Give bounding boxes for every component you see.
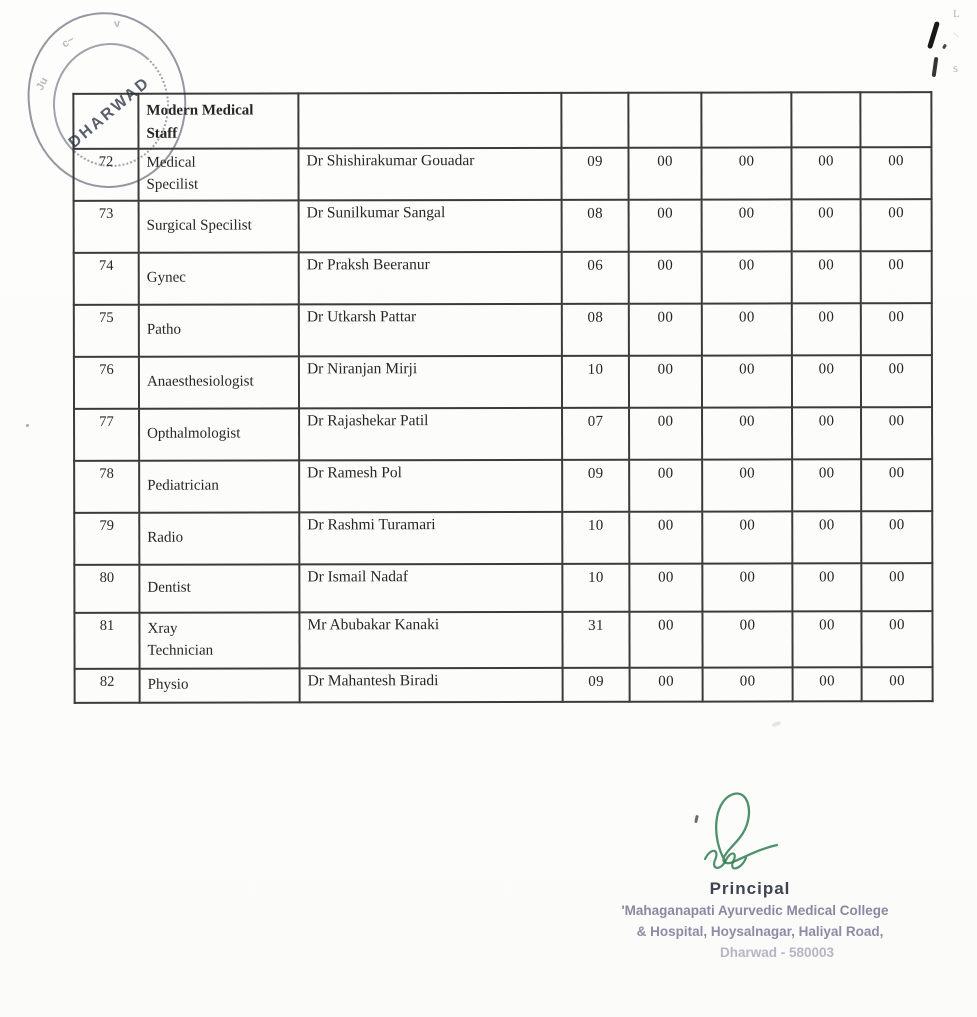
cell-value: 09 [562, 460, 629, 512]
cell-value: 00 [702, 251, 792, 303]
stamp-ring-scribble: Ju [34, 75, 51, 93]
cell-value: 00 [792, 199, 861, 251]
cell-value: 00 [860, 147, 931, 199]
cell-designation: Opthalmologist [139, 408, 299, 460]
cell-designation: Surgical Specilist [139, 200, 299, 252]
table-row [74, 563, 932, 613]
cell-value: 00 [861, 303, 932, 355]
cell-designation: Patho [139, 304, 299, 356]
cell-value: 00 [862, 667, 933, 701]
cell-value: 00 [792, 511, 861, 563]
header-cell-empty [860, 92, 931, 147]
table-row [74, 611, 932, 669]
cell-value: 00 [629, 252, 702, 304]
cell-value: 00 [629, 200, 702, 252]
table-row [74, 407, 932, 461]
cell-name: Mr Abubakar Kanaki [299, 612, 562, 669]
header-cell-staff: Modern Medical Staff [138, 93, 298, 148]
cell-slno: 74 [74, 253, 139, 305]
cell-value: 00 [702, 355, 792, 407]
cell-name: Dr Rashmi Turamari [299, 512, 562, 565]
cell-slno: 80 [74, 565, 139, 613]
table-row [74, 459, 932, 513]
cell-value: 00 [629, 564, 702, 612]
table-row [75, 667, 933, 703]
table-row [74, 251, 932, 305]
cell-value: 00 [630, 668, 703, 702]
cell-name: Dr Praksh Beeranur [299, 252, 562, 305]
cell-value: 00 [702, 611, 792, 667]
cell-value: 00 [861, 251, 932, 303]
medical-staff-table [72, 91, 933, 704]
cell-name: Dr Niranjan Mirji [299, 356, 562, 409]
cell-slno: 76 [74, 357, 139, 409]
cell-designation: Dentist [139, 564, 299, 612]
cell-slno: 81 [74, 613, 139, 669]
principal-title: Principal [709, 879, 791, 898]
cell-value: 08 [562, 304, 629, 356]
cell-value: 10 [562, 564, 629, 612]
cell-name: Dr Mahantesh Biradi [300, 668, 563, 703]
cell-slno: 78 [74, 461, 139, 513]
cell-value: 00 [702, 407, 792, 459]
table-row [73, 147, 931, 201]
cell-name: Dr Ramesh Pol [299, 460, 562, 513]
table-header-row [73, 92, 931, 149]
cell-designation: Xray Technician [139, 612, 299, 668]
cell-value: 00 [861, 563, 932, 611]
cell-value: 07 [562, 408, 629, 460]
cell-value: 09 [563, 668, 630, 702]
cell-name: Dr Utkarsh Pattar [299, 304, 562, 357]
cell-value: 00 [792, 355, 861, 407]
cell-value: 00 [629, 512, 702, 564]
cell-value: 00 [628, 148, 701, 200]
table-row [74, 355, 932, 409]
cell-designation: Anaesthesiologist [139, 356, 299, 408]
cell-value: 00 [791, 147, 860, 199]
cell-designation: Pediatrician [139, 460, 299, 512]
stamp-ring-scribble: v [113, 17, 121, 31]
cell-value: 00 [701, 147, 791, 199]
faint-pen-scribble: s [953, 60, 959, 75]
scan-speck [772, 721, 782, 728]
cell-value: 00 [861, 355, 932, 407]
principal-signature [693, 789, 793, 881]
cell-designation: Radio [139, 512, 299, 564]
table-row [74, 303, 932, 357]
cell-name: Dr Ismail Nadaf [299, 564, 562, 613]
cell-slno: 73 [74, 201, 139, 253]
cell-value: 00 [792, 563, 861, 611]
cell-name: Dr Rajashekar Patil [299, 408, 562, 461]
cell-value: 00 [629, 304, 702, 356]
cell-value: 00 [702, 199, 792, 251]
cell-value: 00 [629, 408, 702, 460]
cell-value: 00 [702, 563, 792, 611]
scan-speck [26, 424, 29, 427]
college-stamp-line1: 'Mahaganapati Ayurvedic Medical College [621, 903, 889, 918]
cell-value: 00 [793, 667, 862, 701]
cell-designation: Medical Specilist [138, 148, 298, 200]
cell-slno: 77 [74, 409, 139, 461]
college-stamp-line3: Dharwad - 580003 [719, 945, 835, 960]
table-row [74, 511, 932, 565]
signature-ink [693, 789, 793, 881]
cell-value: 10 [562, 356, 629, 408]
cell-value: 00 [629, 460, 702, 512]
header-cell-empty [791, 92, 860, 147]
cell-value: 00 [861, 511, 932, 563]
stamp-ring-scribble: c~ [59, 33, 77, 51]
faint-pen-scribble: \ [952, 29, 961, 42]
cell-value: 00 [702, 459, 792, 511]
cell-slno: 72 [73, 149, 138, 201]
cell-value: 00 [792, 303, 861, 355]
cell-designation: Physio [140, 668, 300, 702]
cell-value: 00 [792, 459, 861, 511]
cell-value: 00 [792, 611, 861, 667]
cell-value: 10 [562, 512, 629, 564]
cell-value: 00 [792, 251, 861, 303]
cell-value: 00 [861, 611, 932, 667]
cell-value: 00 [702, 511, 792, 563]
cell-value: 00 [792, 407, 861, 459]
cell-value: 00 [703, 667, 793, 701]
header-cell-empty [561, 93, 628, 148]
pen-slash-tail [942, 44, 947, 50]
cell-slno: 79 [74, 513, 139, 565]
stamp-city-text: DHARWAD [65, 73, 154, 152]
cell-value: 00 [861, 407, 932, 459]
cell-value: 08 [562, 200, 629, 252]
cell-name: Dr Sunilkumar Sangal [299, 200, 562, 253]
cell-slno: 82 [75, 669, 140, 703]
cell-value: 00 [861, 459, 932, 511]
cell-value: 06 [562, 252, 629, 304]
college-stamp-line2: & Hospital, Hoysalnagar, Haliyal Road, [636, 924, 884, 939]
header-cell-empty [298, 93, 561, 149]
cell-value: 00 [702, 303, 792, 355]
header-cell-empty [73, 94, 138, 149]
cell-value: 09 [561, 148, 628, 200]
cell-value: 00 [629, 356, 702, 408]
table-row [74, 199, 932, 253]
header-cell-empty [628, 93, 701, 148]
pen-slash-mark [927, 21, 939, 49]
cell-value: 00 [629, 612, 702, 668]
cell-name: Dr Shishirakumar Gouadar [298, 148, 561, 201]
cell-designation: Gynec [139, 252, 299, 304]
cell-value: 31 [562, 612, 629, 668]
cell-slno: 75 [74, 305, 139, 357]
pen-slash-mark [932, 57, 938, 77]
cell-value: 00 [861, 199, 932, 251]
faint-pen-scribble: L [953, 8, 960, 20]
header-cell-empty [701, 92, 791, 147]
